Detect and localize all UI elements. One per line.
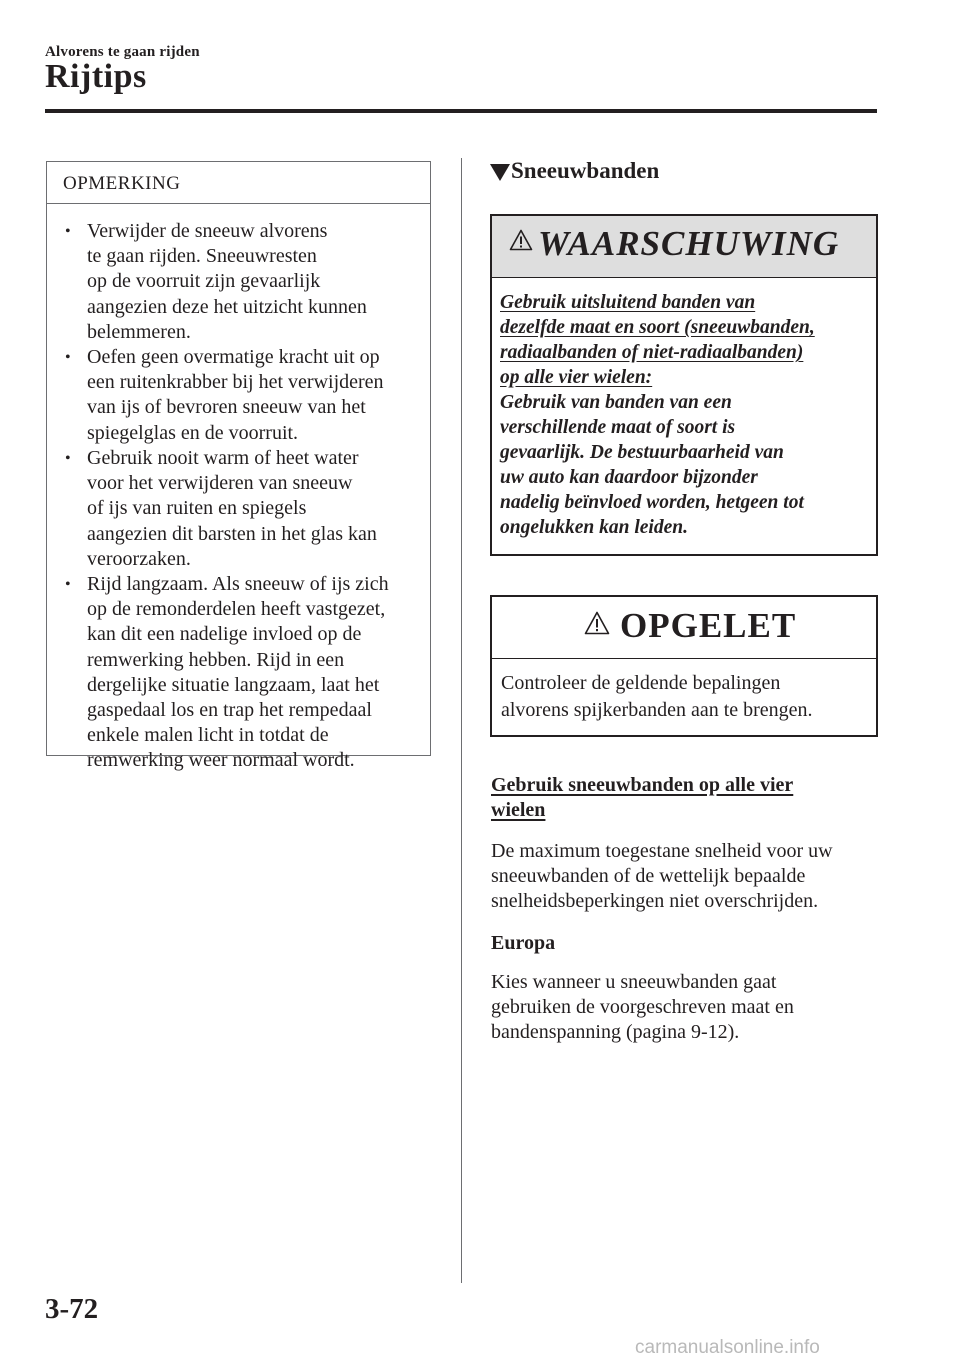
note-header [47, 162, 430, 204]
note-line: te gaan rijden. Sneeuwresten [87, 245, 317, 268]
warning-line: gevaarlijk. De bestuurbaarheid van [500, 442, 784, 463]
note-line: enkele malen licht in totdat de [87, 724, 329, 747]
note-title: OPMERKING [63, 173, 181, 194]
note-line: kan dit een nadelige invloed op de [87, 623, 362, 646]
note-line: veroorzaken. [87, 547, 191, 570]
note-line: Oefen geen overmatige kracht uit op [87, 346, 380, 368]
warning-line: Gebruik uitsluitend banden van [500, 292, 756, 313]
watermark: carmanualsonline.info [635, 1337, 820, 1358]
note-item [65, 572, 432, 774]
bullet-icon: • [65, 223, 71, 240]
page-number: 3-72 [45, 1293, 99, 1325]
warning-line: op alle vier wielen: [500, 367, 653, 388]
note-line: voor het verwijderen van sneeuw [87, 472, 353, 495]
body-line: gebruiken de voorgeschreven maat en [491, 996, 794, 1018]
note-line: belemmeren. [87, 320, 191, 343]
note-line: aangezien deze het uitzicht kunnen [87, 295, 367, 318]
note-line: Gebruik nooit warm of heet water [87, 447, 359, 469]
note-line: aangezien dit barsten in het glas kan [87, 522, 377, 545]
europa-heading: Europa [491, 932, 556, 954]
bullet-icon: • [65, 349, 71, 366]
note-line: remwerking hebben. Rijd in een [87, 648, 345, 671]
note-line: een ruitenkrabber bij het verwijderen [87, 371, 384, 394]
warning-line: uw auto kan daardoor bijzonder [500, 467, 758, 488]
note-line: gaspedaal los en trap het rempedaal [87, 699, 372, 722]
subheading-line: Gebruik sneeuwbanden op alle vier [491, 774, 794, 796]
body-line: De maximum toegestane snelheid voor uw [491, 840, 833, 862]
note-line: op de remonderdelen heeft vastgezet, [87, 598, 386, 621]
warning-header [492, 216, 876, 278]
note-item [65, 446, 432, 572]
caution-box [490, 595, 878, 737]
subheading-line: wielen [491, 799, 546, 821]
warning-box [490, 214, 878, 556]
note-line: van ijs of bevroren sneeuw van het [87, 396, 366, 419]
warning-triangle-icon [584, 611, 610, 635]
warning-line: verschillende maat of soort is [500, 417, 736, 438]
warning-line: radiaalbanden of niet-radiaalbanden) [500, 342, 804, 363]
note-box [46, 161, 431, 772]
bullet-icon: • [65, 576, 71, 593]
section-triangle-icon [490, 164, 510, 181]
header-rule [45, 109, 877, 113]
warning-title: WAARSCHUWING [538, 224, 840, 263]
note-line: dergelijke situatie langzaam, laat het [87, 673, 380, 696]
page-title: Rijtips [45, 58, 147, 95]
note-line: Verwijder de sneeuw alvorens [87, 220, 328, 242]
warning-line: Gebruik van banden van een [500, 392, 732, 413]
section-heading: Sneeuwbanden [511, 158, 660, 183]
note-line: Rijd langzaam. Als sneeuw of ijs zich [87, 573, 389, 595]
caution-line: alvorens spijkerbanden aan te brengen. [501, 699, 813, 721]
note-line: of ijs van ruiten en spiegels [87, 497, 307, 520]
body-line: Kies wanneer u sneeuwbanden gaat [491, 971, 777, 993]
caution-header [492, 597, 876, 659]
caution-line: Controleer de geldende bepalingen [501, 672, 781, 694]
body-line: bandenspanning (pagina 9-12). [491, 1021, 740, 1043]
body-line: sneeuwbanden of de wettelijk bepaalde [491, 865, 806, 887]
body-line: snelheidsbeperkingen niet overschrijden. [491, 890, 819, 912]
caution-title: OPGELET [620, 606, 797, 645]
breadcrumb: Alvorens te gaan rijden [45, 44, 200, 60]
column-divider [461, 158, 462, 1283]
warning-line: ongelukken kan leiden. [500, 517, 688, 538]
warning-line: dezelfde maat en soort (sneeuwbanden, [500, 317, 815, 338]
note-line: spiegelglas en de voorruit. [87, 421, 299, 444]
note-line: op de voorruit zijn gevaarlijk [87, 270, 321, 293]
note-line: remwerking weer normaal wordt. [87, 749, 355, 772]
warning-line: nadelig beïnvloed worden, hetgeen tot [500, 492, 804, 513]
warning-triangle-icon [509, 229, 533, 251]
bullet-icon: • [65, 450, 71, 467]
note-item [65, 345, 432, 446]
note-item [65, 219, 432, 345]
